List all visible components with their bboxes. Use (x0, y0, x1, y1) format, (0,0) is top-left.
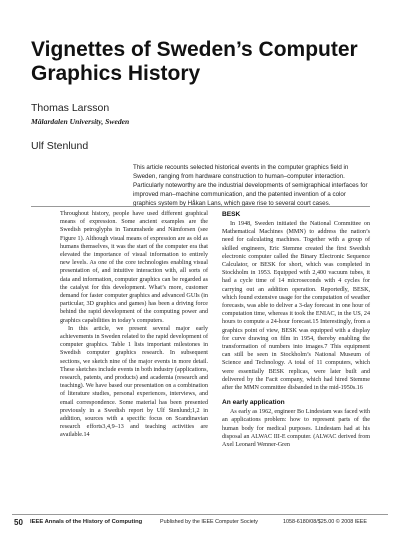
divider (31, 206, 370, 207)
page-footer (0, 518, 400, 530)
section-heading: BESK (222, 211, 241, 218)
abstract: This article recounts selected historical events in the computer graphics field in Sweden, ranging from hardware construction to human–computer interaction. Particularly noteworthy are the industrial developments of semigraphical interfaces for improved man–machine communication, and the patented invention of a color graphics system by Håkan Lans, which gave rise to several court cases. (133, 164, 368, 208)
publisher-note: Published by the IEEE Computer Society (160, 519, 258, 525)
author-name: Ulf Stenlund (31, 140, 89, 152)
page-number: 50 (14, 518, 23, 527)
journal-name: IEEE Annals of the History of Computing (30, 519, 143, 525)
body-column-left (60, 210, 208, 440)
paragraph: In 1948, Sweden initiated the National Committee on Mathematical Machines (MMN) to address the nation’s need for calculating machines. Together with a group of skilled engineers, Eric Stemme created the first Swedish electronic computer called the Binary Electronic Sequence Calculator, or BESK for short, which was completed in Stockholm in 1953. Equipped with 2,400 vacuum tubes, it had a cycle time of 14 microseconds with 4 cycles for carrying out an addition operation. Reportedly, BESK, which found extensive usage for the computation of weather forecasts, was able to deliver a 3-day forecast in one hour of computation time, whereas it took the ENIAC, in the US, 24 hours to compute a 24-hour forecast.15 Interestingly, from a graphics point of view, BESK was equipped with a display for curve drawing on film in 1954, thereby enabling the transformation of numbers into images.7 This equipment can still be seen in Stockholm’s National Museum of Science and Technology. A total of 11 computers, which were essentially BESK replicas, were later built and delivered by the Facit company, which had hired Stemme after the MMN committee disbanded in the mid-1950s.16 (222, 221, 370, 392)
body-column-right (222, 210, 370, 449)
footer-divider (12, 514, 388, 515)
issn-copyright: 1058-6180/08/$25.00 © 2008 IEEE (283, 519, 367, 525)
paragraph: In this article, we present several major early achievements in Sweden related to the rapid development of computer graphics. Table 1 lists important milestones in Swedish computer graphics research. In subsequent sections, we sketch nine of the major events in more detail. These sketches include events in both industry (applications, research, patents, and products) and academia (research and teaching). We have based our presentation on a combination of literature studies, personal experiences, interviews, and email correspondence. Some material has been presented previously in a Swedish report by Ulf Stenlund;1,2 in addition, sources with a specific focus on Scandinavian research efforts3,4,9–13 and teaching activities are available.14 (60, 325, 208, 439)
paragraph: As early as 1962, engineer Bo Lindestam was faced with an applications problem: how to represent parts of the human body for medical purposes. Lindestam had at his disposal an ALWAC III-E computer. (ALWAC derived from Axel Leonard Wenner-Gren (222, 409, 370, 449)
paragraph: Throughout history, people have used different graphical means of expression. Some ancient examples are the Swedish petroglyphs in Tanumshede and Nämforsen (see Figure 1). Although visual means of expression are as old as humans themselves, it was the start of the computer era that elevated the importance of visual information to entirely new levels. As one of the core technologies enabling visual presentation of, and intuitive interaction with, all sorts of data and information, computer graphics can be regarded as the catalyst for this development. What’s more, customer demand for faster computer graphics and advanced GUIs (in particular, 3D graphics and games) has been a driving force behind the rapid development of the computing power and graphics capabilities in today’s computers. (60, 211, 208, 324)
section-heading: An early application (222, 399, 285, 407)
article-title: Vignettes of Sweden’s Computer Graphics History (31, 38, 358, 85)
author-affiliation: Mälardalen University, Sweden (31, 117, 130, 126)
author-name: Thomas Larsson (31, 102, 110, 114)
